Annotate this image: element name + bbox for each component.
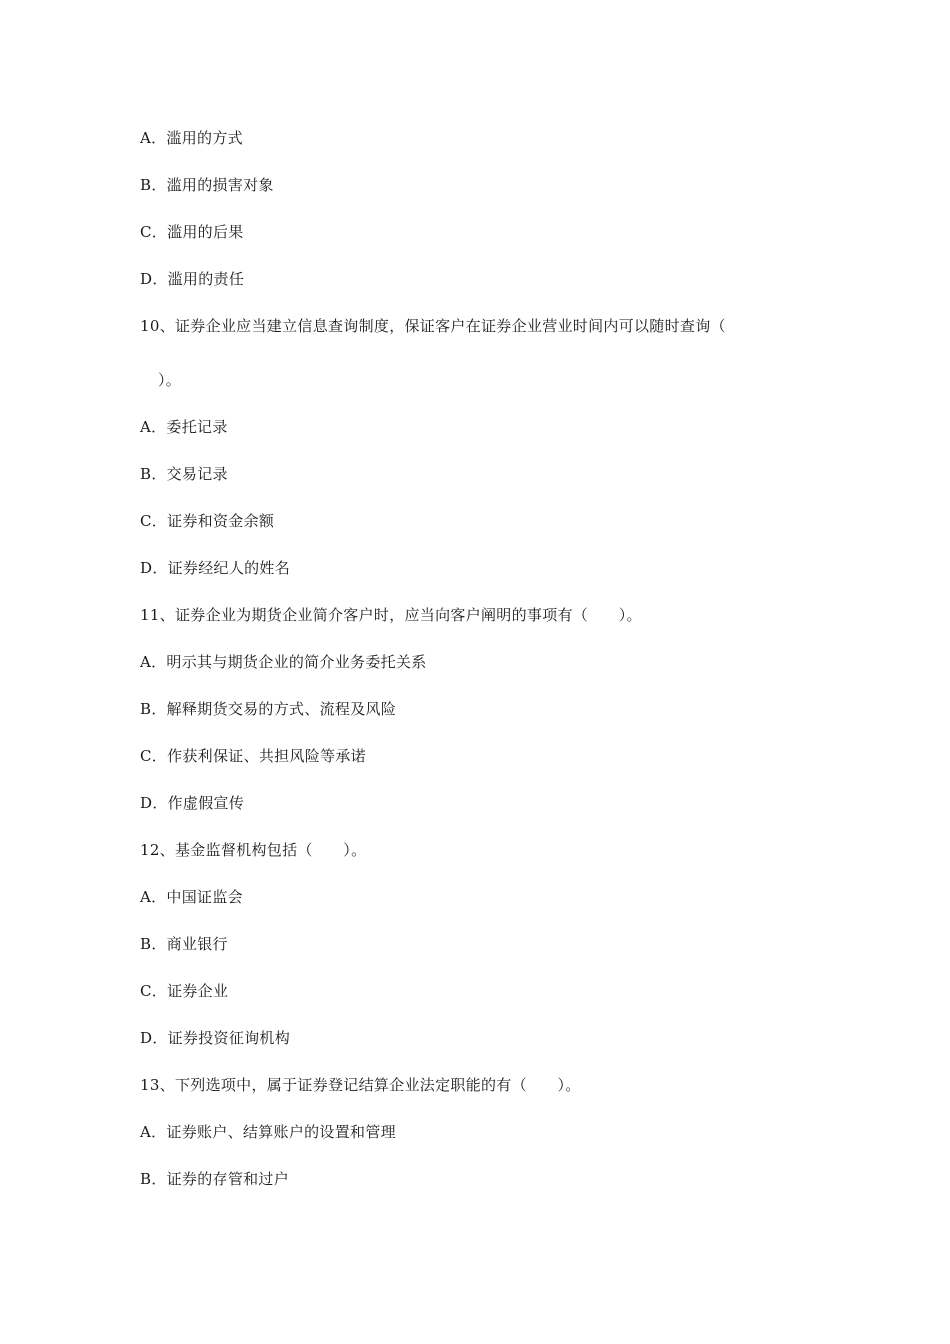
q12-question: 12、基金监督机构包括（ ）。: [140, 841, 367, 859]
q12-option-c: C．证券企业: [140, 982, 229, 1000]
q11-option-a: A．明示其与期货企业的简介业务委托关系: [140, 653, 427, 671]
q9-option-b: B．滥用的损害对象: [140, 176, 274, 194]
q10-option-b: B．交易记录: [140, 465, 228, 483]
q13-question: 13、下列选项中，属于证券登记结算企业法定职能的有（ ）。: [140, 1076, 581, 1094]
q9-option-d: D．滥用的责任: [140, 270, 245, 288]
q10-option-d: D．证券经纪人的姓名: [140, 559, 291, 577]
q10-option-a: A．委托记录: [140, 418, 228, 436]
q10-question-continued: ）。: [158, 371, 182, 389]
q10-option-c: C．证券和资金余额: [140, 512, 275, 530]
q11-option-d: D．作虚假宣传: [140, 794, 245, 812]
q13-option-a: A．证券账户、结算账户的设置和管理: [140, 1123, 396, 1141]
q9-option-c: C．滥用的后果: [140, 223, 244, 241]
q12-option-d: D．证券投资征询机构: [140, 1029, 291, 1047]
q11-option-b: B．解释期货交易的方式、流程及风险: [140, 700, 397, 718]
q11-option-c: C．作获利保证、共担风险等承诺: [140, 747, 366, 765]
q12-option-a: A．中国证监会: [140, 888, 243, 906]
q12-option-b: B．商业银行: [140, 935, 228, 953]
q10-question: 10、证券企业应当建立信息查询制度，保证客户在证券企业营业时间内可以随时查询（: [140, 317, 726, 335]
q13-option-b: B．证券的存管和过户: [140, 1170, 290, 1188]
q11-question: 11、证券企业为期货企业简介客户时，应当向客户阐明的事项有（ ）。: [140, 606, 642, 624]
q9-option-a: A．滥用的方式: [140, 129, 243, 147]
